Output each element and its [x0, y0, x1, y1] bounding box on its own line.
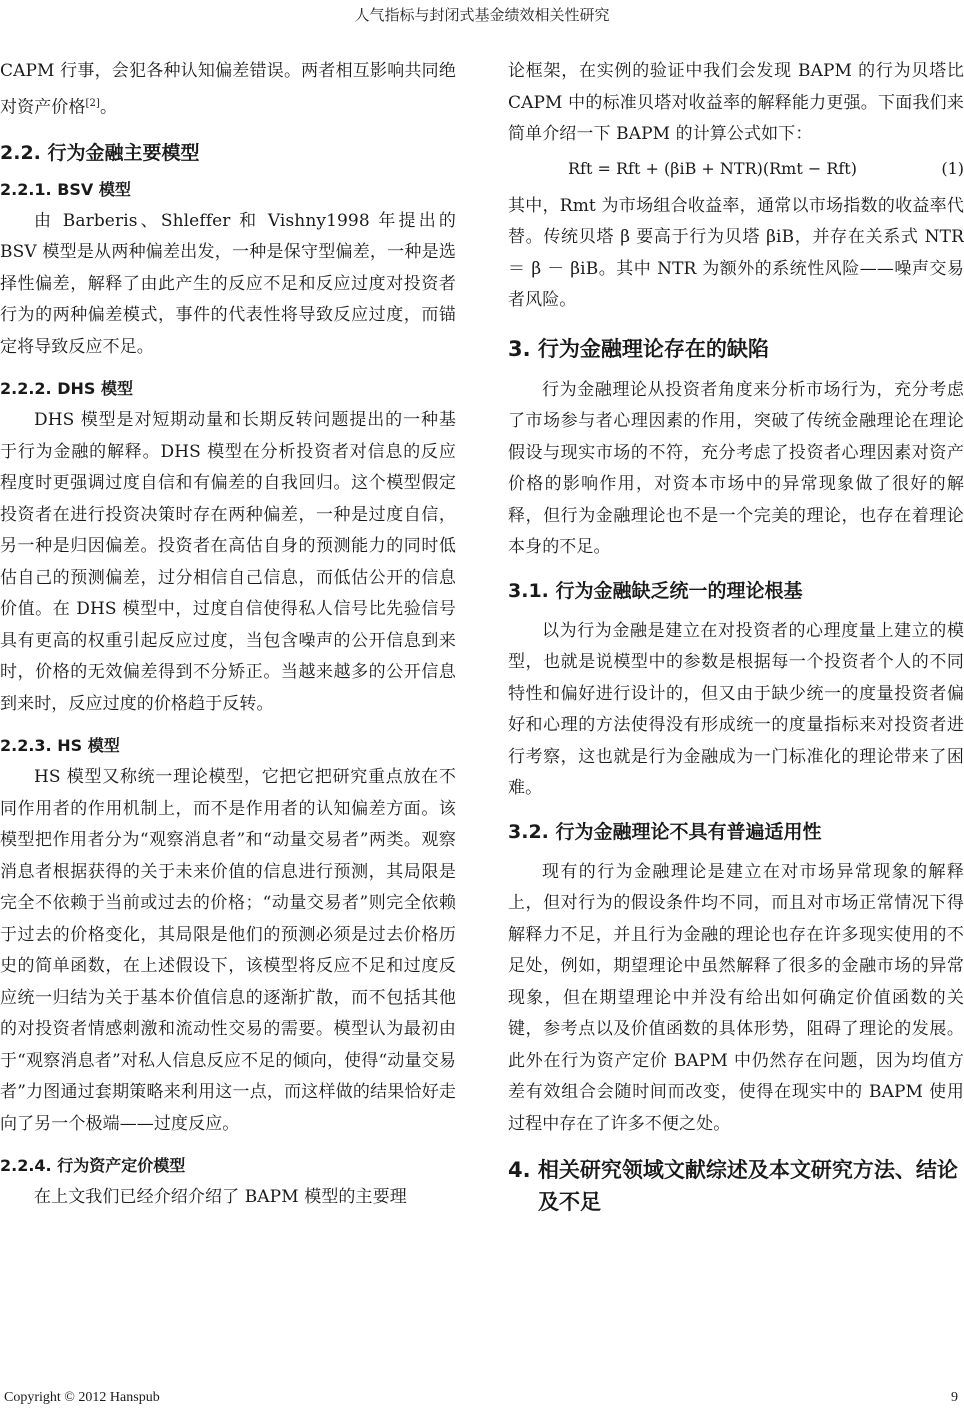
intro-text-end: 。: [99, 97, 118, 118]
bapm-paragraph-start: 在上文我们已经介绍介绍了 BAPM 模型的主要理: [34, 1187, 407, 1208]
hs-paragraph: HS 模型又称统一理论模型，它把它把研究重点放在不同作用者的作用机制上，而不是作用者的认知偏差方面。该模型把作用者分为“观察消息者”和“动量交易者”两类。观察消息者根据获得的关于未来价值的信息进行预测，其局限是完全不依赖于当前或过去的价格；“动量交易者”则完全依赖于过去的价格变化，其局限是他们的预测必须是过去价格历史的简单函数，在上述假设下，该模型将反应不足和过度反应统一归结为关于基本价值信息的逐渐扩散，而不包括其他的对投资者情感刺激和流动性交易的需要。模型认为最初由于“观察消息者”对私人信息反应不足的倾向，使得“动量交易者”力图通过套期策略来利用这一点，而这样做的结果恰好走向了另一个极端——过度反应。: [0, 767, 456, 1134]
section-3-1-paragraph: 以为行为金融是建立在对投资者的心理度量上建立的模型，也就是说模型中的参数是根据每一个投资者个人的不同特性和偏好进行设计的，但又由于缺少统一的度量投资者偏好和心理的方法使得没有形成统一的度量指标来对投资者进行考察，这也就是行为金融成为一门标准化的理论带来了困难。: [508, 620, 964, 798]
intro-paragraph: [0, 56, 456, 124]
footer-copyright: Copyright © 2012 Hanspub: [4, 1390, 160, 1405]
footer-page-number: 9: [951, 1390, 958, 1405]
subsection-heading-bsv: 2.2.1. BSV 模型: [0, 179, 131, 199]
section-heading-3-1: 3.1. 行为金融缺乏统一的理论根基: [508, 579, 803, 602]
formula-expression: Rft = Rft + (βiB + NTR)(Rmt − Rft): [568, 158, 857, 178]
running-header: 人气指标与封闭式基金绩效相关性研究: [354, 6, 610, 24]
subsection-heading-dhs: 2.2.2. DHS 模型: [0, 379, 133, 399]
right-column: [508, 56, 964, 1228]
intro-text: CAPM 行事，会犯各种认知偏差错误。两者相互影响共同绝对资产价格: [0, 61, 456, 118]
subsection-heading-bapm: 2.2.4. 行为资产定价模型: [0, 1156, 186, 1176]
section-heading-4: 4. 相关研究领域文献综述及本文研究方法、结论及不足: [508, 1158, 958, 1214]
bapm-formula: [508, 153, 964, 185]
bsv-paragraph: 由 Barberis、Shleffer 和 Vishny1998 年提出的 BSV 模型是从两种偏差出发，一种是保守型偏差，一种是选择性偏差，解释了由此产生的反应不足和反应过度对投资者行为的两种偏差模式，事件的代表性将导致反应过度，而锚定将导致反应不足。: [0, 210, 456, 357]
formula-number: (1): [941, 158, 964, 178]
section-heading-3-2: 3.2. 行为金融理论不具有普遍适用性: [508, 820, 822, 843]
section-3-2-paragraph: 现有的行为金融理论是建立在对市场异常现象的解释上，但对行为的假设条件均不同，而且对市场正常情况下得解释力不足，并且行为金融的理论也存在许多现实使用的不足处，例如，期望理论中虽然解释了很多的金融市场的异常现象，但在期望理论中并没有给出如何确定价值函数的关键，参考点以及价值函数的具体形势，阻碍了理论的发展。此外在行为资产定价 BAPM 中仍然存在问题，因为均值方差有效组合会随时间而改变，使得在现实中的 BAPM 使用过程中存在了许多不便之处。: [508, 861, 964, 1134]
bapm-paragraph-cont: 论框架，在实例的验证中我们会发现 BAPM 的行为贝塔比 CAPM 中的标准贝塔对收益率的解释能力更强。下面我们来简单介绍一下 BAPM 的计算公式如下：: [508, 61, 964, 144]
left-column: [0, 56, 456, 1214]
formula-explanation-paragraph: 其中，Rmt 为市场组合收益率，通常以市场指数的收益率代替。传统贝塔 β 要高于行为贝塔 βiB，并存在关系式 NTR ＝ β － βiB。其中 NTR 为额外的系统性风险——噪声交易者风险。: [508, 195, 964, 310]
section-heading-3: 3. 行为金融理论存在的缺陷: [508, 336, 769, 361]
section-heading-2-2: 2.2. 行为金融主要模型: [0, 141, 200, 164]
citation-ref: [2]: [85, 97, 100, 109]
section-3-paragraph: 行为金融理论从投资者角度来分析市场行为，充分考虑了市场参与者心理因素的作用，突破了传统金融理论在理论假设与现实市场的不符，充分考虑了投资者心理因素对资产价格的影响作用，对资本市场中的异常现象做了很好的解释，但行为金融理论也不是一个完美的理论，也存在着理论本身的不足。: [508, 379, 964, 557]
subsection-heading-hs: 2.2.3. HS 模型: [0, 736, 120, 756]
dhs-paragraph: DHS 模型是对短期动量和长期反转问题提出的一种基于行为金融的解释。DHS 模型在分析投资者对信息的反应程度时更强调过度自信和有偏差的自我回归。这个模型假定投资者在进行投资决策时存在两种偏差，一种是过度自信，另一种是归因偏差。投资者在高估自身的预测能力的同时低估自己的预测偏差，过分相信自己信息，而低估公开的信息价值。在 DHS 模型中，过度自信使得私人信号比先验信号具有更高的权重引起反应过度，当包含噪声的公开信息到来时，价格的无效偏差得到不分矫正。当越来越多的公开信息到来时，反应过度的价格趋于反转。: [0, 410, 456, 714]
